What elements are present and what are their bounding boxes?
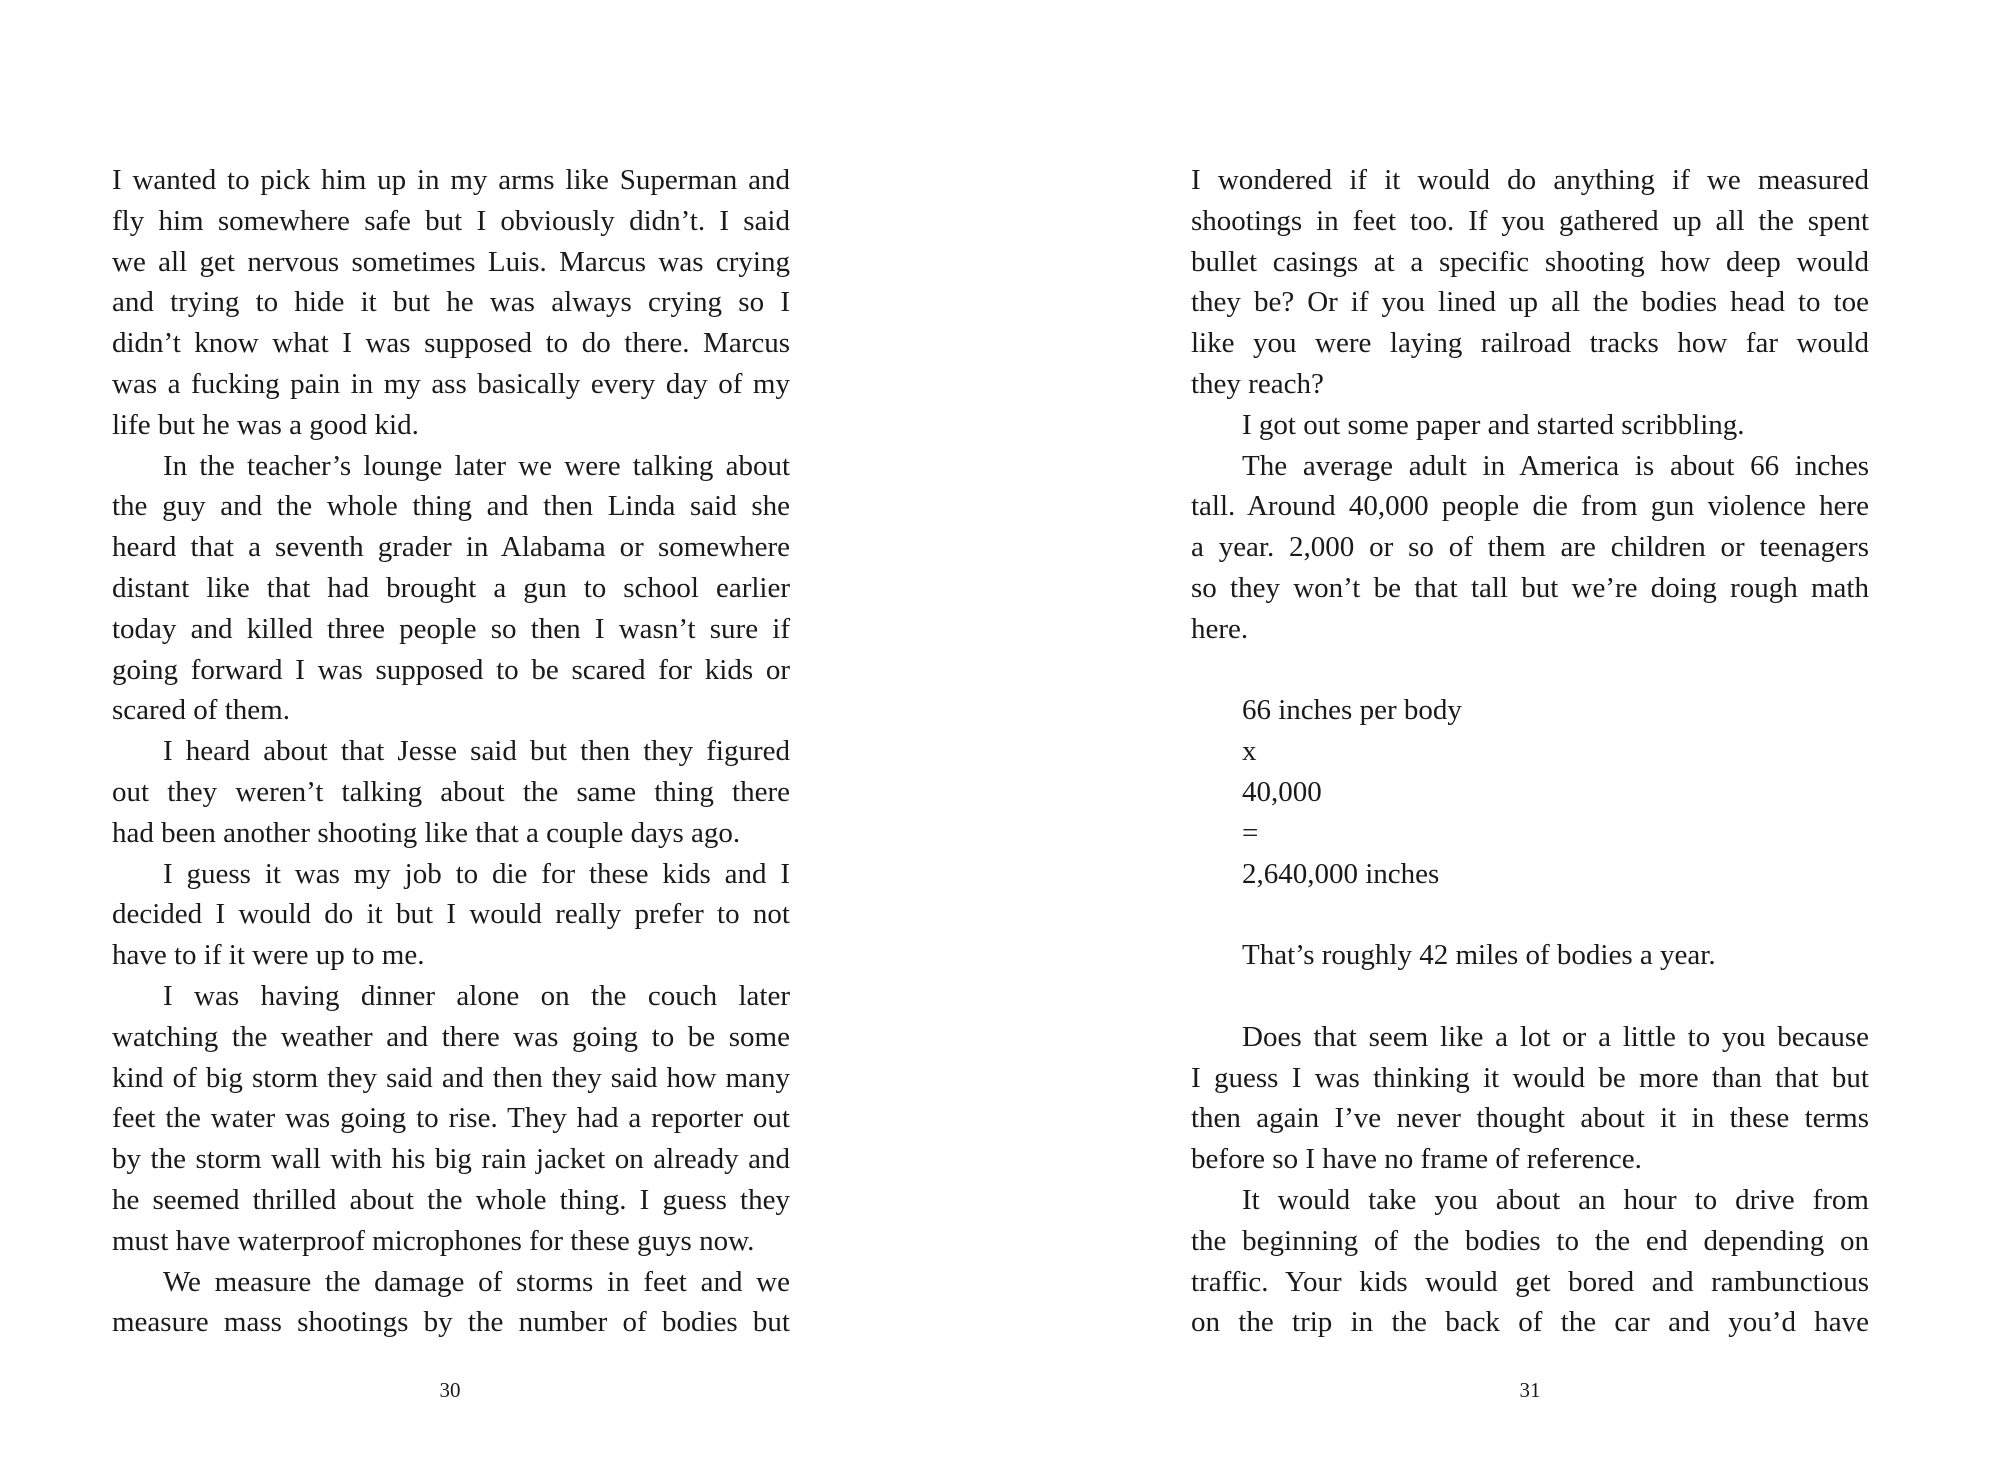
text-line: decided I would do it but I would really prefer to not	[112, 898, 790, 931]
text-line: traffic. Your kids would get bored and rambunctious	[1191, 1265, 1869, 1298]
text-line: heard that a seventh grader in Alabama or somewhere	[112, 531, 790, 564]
page-number-right: 31	[1519, 1378, 1541, 1402]
text-line: today and killed three people so then I wasn’t sure if	[112, 612, 790, 645]
text-line: feet the water was going to rise. They had a reporter out	[112, 1102, 790, 1135]
left-page-text	[112, 160, 790, 1343]
blank-line	[1191, 650, 1869, 691]
text-line: out they weren’t talking about the same thing there	[112, 775, 790, 808]
text-line: had been another shooting like that a couple days ago.	[112, 816, 741, 849]
text-line: then again I’ve never thought about it in these terms	[1191, 1102, 1869, 1135]
blank-line	[1191, 976, 1869, 1017]
text-line: kind of big storm they said and then they said how many	[112, 1061, 790, 1094]
math-line: x	[1242, 735, 1257, 768]
blank-line	[1191, 894, 1869, 935]
text-line: a year. 2,000 or so of them are children or teenagers	[1191, 531, 1869, 564]
text-line: the guy and the whole thing and then Linda said she	[112, 490, 790, 523]
text-line: Does that seem like a lot or a little to you because	[1242, 1020, 1869, 1053]
text-line: like you were laying railroad tracks how far would	[1191, 327, 1869, 360]
text-line: was a fucking pain in my ass basically every day of my	[112, 367, 790, 400]
page-number-left: 30	[439, 1378, 461, 1402]
text-line: It would take you about an hour to drive from	[1242, 1183, 1869, 1216]
text-line: I wanted to pick him up in my arms like Superman and	[112, 164, 790, 196]
text-line: by the storm wall with his big rain jacket on already and	[112, 1143, 790, 1176]
text-line: they be? Or if you lined up all the bodies head to toe	[1191, 286, 1869, 319]
text-line: bullet casings at a specific shooting how deep would	[1191, 245, 1869, 278]
text-line: they reach?	[1191, 367, 1324, 400]
text-line: have to if it were up to me.	[112, 939, 425, 972]
text-line: I was having dinner alone on the couch later	[163, 979, 790, 1012]
text-line: tall. Around 40,000 people die from gun violence here	[1191, 490, 1869, 523]
text-line: must have waterproof microphones for these guys now.	[112, 1224, 755, 1257]
right-page-text	[1191, 160, 1869, 1343]
text-line: going forward I was supposed to be scared for kids or	[112, 653, 790, 686]
text-line: I wondered if it would do anything if we measured	[1191, 164, 1869, 196]
text-line: he seemed thrilled about the whole thing. I guess they	[112, 1183, 790, 1216]
text-line: measure mass shootings by the number of bodies but	[112, 1306, 790, 1339]
math-line: 2,640,000 inches	[1242, 857, 1440, 890]
text-line: scared of them.	[112, 694, 290, 727]
text-line: we all get nervous sometimes Luis. Marcus was crying	[112, 245, 790, 278]
text-line: I got out some paper and started scribbling.	[1242, 408, 1745, 441]
math-line: That’s roughly 42 miles of bodies a year.	[1242, 939, 1716, 972]
text-line: shootings in feet too. If you gathered up all the spent	[1191, 204, 1869, 237]
text-line: didn’t know what I was supposed to do there. Marcus	[112, 327, 790, 360]
math-line: 40,000	[1242, 775, 1322, 808]
text-line: so they won’t be that tall but we’re doing rough math	[1191, 571, 1869, 604]
text-line: I guess I was thinking it would be more than that but	[1191, 1061, 1869, 1094]
math-line: =	[1242, 816, 1259, 849]
text-line: before so I have no frame of reference.	[1191, 1143, 1642, 1176]
text-line: The average adult in America is about 66 inches	[1242, 449, 1869, 482]
text-line: I guess it was my job to die for these kids and I	[163, 857, 790, 890]
text-line: on the trip in the back of the car and you’d have	[1191, 1306, 1869, 1339]
text-line: the beginning of the bodies to the end depending on	[1191, 1224, 1869, 1257]
text-line: fly him somewhere safe but I obviously didn’t. I said	[112, 204, 790, 237]
text-line: and trying to hide it but he was always crying so I	[112, 286, 790, 319]
math-line: 66 inches per body	[1242, 694, 1462, 727]
text-line: distant like that had brought a gun to school earlier	[112, 571, 790, 604]
text-line: In the teacher’s lounge later we were talking about	[163, 449, 790, 482]
text-line: watching the weather and there was going to be some	[112, 1020, 790, 1053]
text-line: here.	[1191, 612, 1249, 645]
text-line: We measure the damage of storms in feet and we	[163, 1265, 790, 1298]
text-line: life but he was a good kid.	[112, 408, 419, 441]
text-line: I heard about that Jesse said but then they figured	[163, 735, 790, 768]
